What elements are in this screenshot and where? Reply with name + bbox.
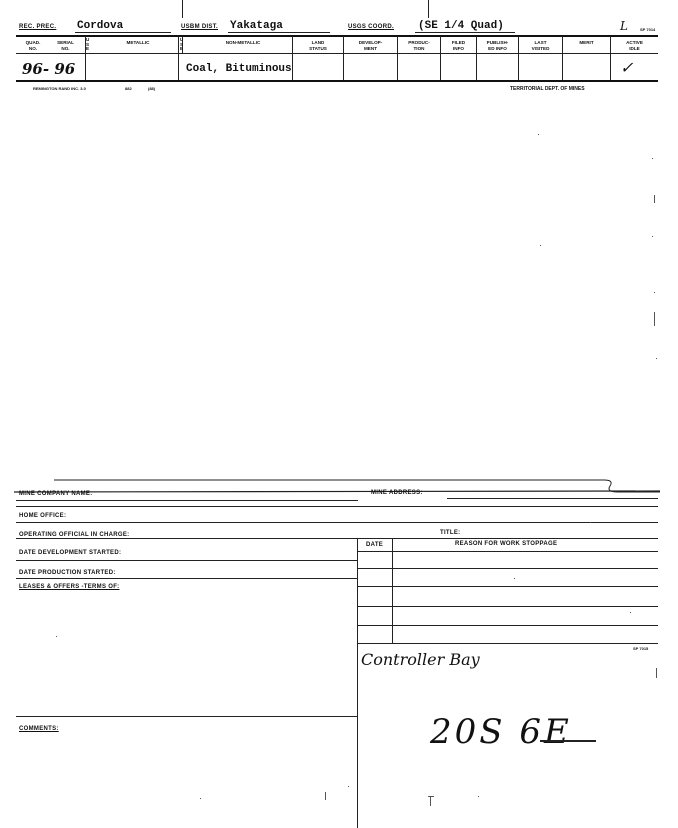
table-bottom-border <box>16 80 658 82</box>
scan-speck <box>654 292 655 293</box>
address-line <box>447 498 658 499</box>
header-metallic: METALLIC <box>126 40 150 45</box>
form-number-bottom: SP 7015 <box>633 646 649 651</box>
home-office-line <box>16 522 658 523</box>
mine-company-label: MINE COMPANY NAME: <box>19 491 93 497</box>
header-published-info: PUBLISH- ED INFO <box>486 40 509 51</box>
non-metallic-value: Coal, Bituminous <box>186 63 292 75</box>
dev-started-line <box>16 560 357 561</box>
grid-line <box>357 625 658 626</box>
rec-prec-label: REC. PREC. <box>19 24 57 30</box>
scan-speck <box>654 312 655 326</box>
grid-line <box>357 586 658 587</box>
handwritten-location: Controller Bay <box>361 650 480 669</box>
header-quad-no: QUAD. NO. <box>25 40 41 51</box>
usgs-coord-value: (SE 1/4 Quad) <box>418 20 504 32</box>
comments-label: COMMENTS: <box>19 726 59 732</box>
section-rule <box>16 506 658 507</box>
form-number-top: SP 7014 <box>640 27 656 32</box>
header-production: PRODUC- TION <box>408 40 430 51</box>
header-last-visited: LAST VISITED <box>531 40 550 51</box>
mine-address-label: MINE ADDRESS: <box>371 490 423 496</box>
prod-started-line <box>16 578 357 579</box>
header-use-2: U S E <box>180 37 184 51</box>
main-vertical-divider <box>357 538 358 828</box>
active-check-mark: ✓ <box>620 58 634 77</box>
usbm-dist-value: Yakataga <box>230 20 283 32</box>
official-line <box>16 538 658 539</box>
scan-speck <box>654 195 655 203</box>
scan-speck <box>590 522 591 523</box>
scan-speck <box>348 786 349 787</box>
usgs-underline <box>415 32 515 33</box>
scan-speck <box>428 796 434 797</box>
scan-speck <box>430 796 431 806</box>
scan-speck <box>478 796 479 797</box>
grid-line <box>357 551 658 552</box>
scan-speck <box>656 668 657 678</box>
handwritten-township-code: 20S 6E <box>430 712 572 752</box>
scan-speck <box>200 798 201 799</box>
usbm-dist-label: USBM DIST. <box>181 24 219 30</box>
stub-line <box>428 0 429 18</box>
corner-mark: L <box>620 19 628 33</box>
header-active-idle: ACTIVE IDLE <box>626 40 643 51</box>
header-serial-no: SERIAL NO. <box>57 40 74 51</box>
scan-speck <box>56 636 57 637</box>
date-column-label: DATE <box>366 542 384 548</box>
company-line <box>16 500 358 501</box>
printer-line: REMINGTON RAND INC. 3.0 <box>33 86 86 91</box>
header-filed-info: FILED INFO <box>451 40 466 51</box>
grid-line <box>357 568 658 569</box>
reason-column-label: REASON FOR WORK STOPPAGE <box>455 541 558 547</box>
home-office-label: HOME OFFICE: <box>19 513 67 519</box>
header-development: DEVELOP- MENT <box>358 40 383 51</box>
dev-started-label: DATE DEVELOPMENT STARTED: <box>19 550 122 556</box>
header-non-metallic: NON-METALLIC <box>225 40 261 45</box>
card-top-border <box>14 474 660 494</box>
handwritten-underline <box>540 740 596 742</box>
operating-official-label: OPERATING OFFICIAL IN CHARGE: <box>19 532 130 538</box>
header-land-status: LAND STATUS <box>309 40 327 51</box>
rec-prec-underline <box>75 32 171 33</box>
header-use-1: U S E <box>86 37 90 51</box>
leases-bottom-line <box>16 716 357 717</box>
scan-speck <box>514 578 515 579</box>
usbm-underline <box>228 32 330 33</box>
rec-prec-value: Cordova <box>77 20 124 32</box>
col-divider <box>178 36 179 80</box>
leases-offers-label: LEASES & OFFERS -TERMS OF: <box>19 584 120 590</box>
scan-speck <box>652 236 653 237</box>
scan-speck <box>325 792 326 800</box>
date-col-divider <box>392 538 393 643</box>
header-merit: MERIT <box>579 40 594 45</box>
scan-speck <box>630 612 631 613</box>
scan-speck <box>538 134 539 135</box>
scan-speck <box>656 358 657 359</box>
title-label: TITLE: <box>440 530 461 536</box>
grid-line <box>357 606 658 607</box>
grid-line <box>357 643 658 644</box>
department-name: TERRITORIAL DEPT. OF MINES <box>510 86 585 92</box>
quad-serial-value: 96- 96 <box>22 60 76 78</box>
printer-note: (88) <box>148 86 156 91</box>
printer-code: 882 <box>125 86 132 91</box>
stub-line <box>182 0 183 18</box>
prod-started-label: DATE PRODUCTION STARTED: <box>19 570 116 576</box>
scan-speck <box>652 158 653 159</box>
scan-speck <box>540 245 541 246</box>
usgs-coord-label: USGS COORD. <box>348 24 394 30</box>
